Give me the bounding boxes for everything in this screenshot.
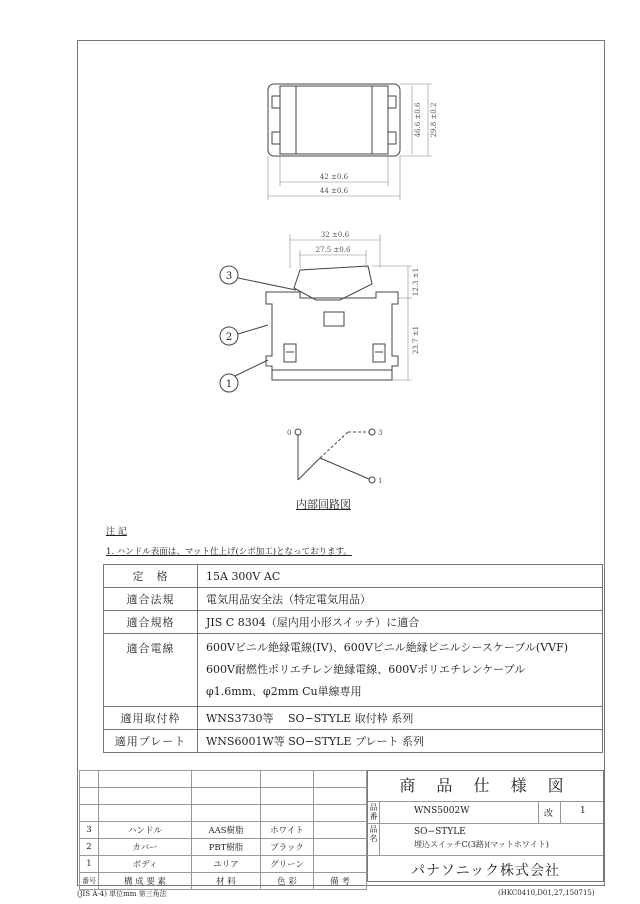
dim-body-height: 23.7 ±1 bbox=[412, 325, 420, 355]
parts-table bbox=[79, 770, 367, 890]
terminal-0-label: 0 bbox=[287, 429, 292, 437]
revision-label: 改 bbox=[544, 809, 554, 819]
part-remarks bbox=[314, 839, 367, 856]
part-color: グリーン bbox=[261, 856, 314, 873]
part-number: 1 bbox=[80, 856, 99, 873]
spec-value: JIS C 8304（屋内用小形スイッチ）に適合 bbox=[198, 611, 603, 634]
dim-handle-width-outer: 32 ±0.6 bbox=[320, 231, 350, 239]
spec-row bbox=[104, 634, 603, 707]
part-number: 3 bbox=[80, 822, 99, 839]
dim-width-outer: 44 ±0.6 bbox=[319, 187, 349, 195]
spec-row bbox=[104, 611, 603, 634]
revision-number: 1 bbox=[580, 806, 586, 816]
notes-heading: 注 記 bbox=[106, 527, 127, 537]
parts-row bbox=[80, 822, 367, 839]
part-color: ブラック bbox=[261, 839, 314, 856]
footer-document-code: (HKC0410,D01,27,150715) bbox=[498, 889, 595, 897]
dim-width-inner: 42 ±0.6 bbox=[319, 173, 349, 181]
parts-header-component: 構 成 要 素 bbox=[99, 873, 192, 890]
part-color: ホワイト bbox=[261, 822, 314, 839]
terminal-1-label: 1 bbox=[378, 477, 383, 485]
internal-circuit-diagram bbox=[295, 429, 375, 483]
spec-key: 適合電線 bbox=[104, 634, 198, 707]
part-number: 2 bbox=[80, 839, 99, 856]
spec-value: 15A 300V AC bbox=[198, 565, 603, 588]
parts-header-row bbox=[80, 873, 367, 890]
title-block bbox=[367, 770, 604, 882]
spec-key: 適合規格 bbox=[104, 611, 198, 634]
part-component: ボディ bbox=[99, 856, 192, 873]
parts-header-color: 色 彩 bbox=[261, 873, 314, 890]
parts-row bbox=[80, 839, 367, 856]
spec-value-line: 600Vビニル絶縁電線(IV)、600Vビニル絶縁ビニルシースケーブル(VVF) bbox=[206, 641, 569, 654]
drawing-title: 商 品 仕 様 図 bbox=[368, 771, 603, 802]
product-name-line1: SO−STYLE bbox=[414, 827, 466, 837]
dim-handle-height: 12.3 ±1 bbox=[412, 267, 420, 297]
callout-2-label: 2 bbox=[225, 332, 233, 343]
footer-standard-note: (JIS A-4) 単位mm 第三角法 bbox=[77, 890, 167, 898]
callout-3-label: 3 bbox=[225, 271, 233, 282]
part-remarks bbox=[314, 822, 367, 839]
parts-header-number: 番号 bbox=[80, 873, 99, 890]
spec-key: 定 格 bbox=[104, 565, 198, 588]
parts-header-material: 材 料 bbox=[192, 873, 261, 890]
parts-row bbox=[80, 856, 367, 873]
company-row bbox=[368, 855, 603, 883]
spec-key: 適合法規 bbox=[104, 588, 198, 611]
spec-row bbox=[104, 730, 603, 753]
company-name: パナソニック株式会社 bbox=[410, 863, 561, 879]
side-view-switch bbox=[266, 266, 398, 380]
terminal-3-label: 3 bbox=[378, 429, 383, 437]
spec-value bbox=[198, 634, 603, 707]
spec-table bbox=[103, 564, 603, 753]
product-name-label: 品名 bbox=[368, 823, 380, 855]
dim-handle-width-inner: 27.5 ±0.6 bbox=[315, 246, 351, 254]
spec-row bbox=[104, 707, 603, 730]
dim-height-inner: 29.8 ±0.2 bbox=[430, 102, 438, 138]
spec-value: WNS6001W等 SO−STYLE プレート 系列 bbox=[198, 730, 603, 753]
product-number: WNS5002W bbox=[414, 806, 470, 816]
part-component: ハンドル bbox=[99, 822, 192, 839]
circuit-title: 内部回路図 bbox=[296, 498, 351, 511]
spec-value: 電気用品安全法（特定電気用品） bbox=[198, 588, 603, 611]
note-item: 1. ハンドル表面は、マット仕上げ(シボ加工)となっております。 bbox=[106, 547, 352, 557]
parts-header-remarks: 備 考 bbox=[314, 873, 367, 890]
top-view-switch bbox=[268, 84, 400, 156]
part-material: PBT樹脂 bbox=[192, 839, 261, 856]
product-name-row bbox=[368, 823, 603, 856]
spec-key: 適用プレート bbox=[104, 730, 198, 753]
part-component: カバー bbox=[99, 839, 192, 856]
product-number-row bbox=[368, 801, 603, 824]
spec-key: 適用取付枠 bbox=[104, 707, 198, 730]
product-number-label: 品番 bbox=[368, 801, 380, 823]
part-remarks bbox=[314, 856, 367, 873]
callout-1-label: 1 bbox=[225, 379, 233, 390]
part-material: AAS樹脂 bbox=[192, 822, 261, 839]
part-material: ユリア bbox=[192, 856, 261, 873]
spec-value-line: φ1.6mm、φ2mm Cu単線専用 bbox=[206, 685, 362, 698]
product-name-line2: 埋込スイッチC(3路)(マットホワイト) bbox=[414, 840, 549, 849]
spec-value-line: 600V耐燃性ポリエチレン絶縁電線、600Vポリエチレンケーブル bbox=[206, 663, 526, 676]
spec-value: WNS3730等 SO−STYLE 取付枠 系列 bbox=[198, 707, 603, 730]
spec-row bbox=[104, 588, 603, 611]
dim-height-outer: 46.6 ±0.6 bbox=[414, 102, 422, 138]
spec-row bbox=[104, 565, 603, 588]
